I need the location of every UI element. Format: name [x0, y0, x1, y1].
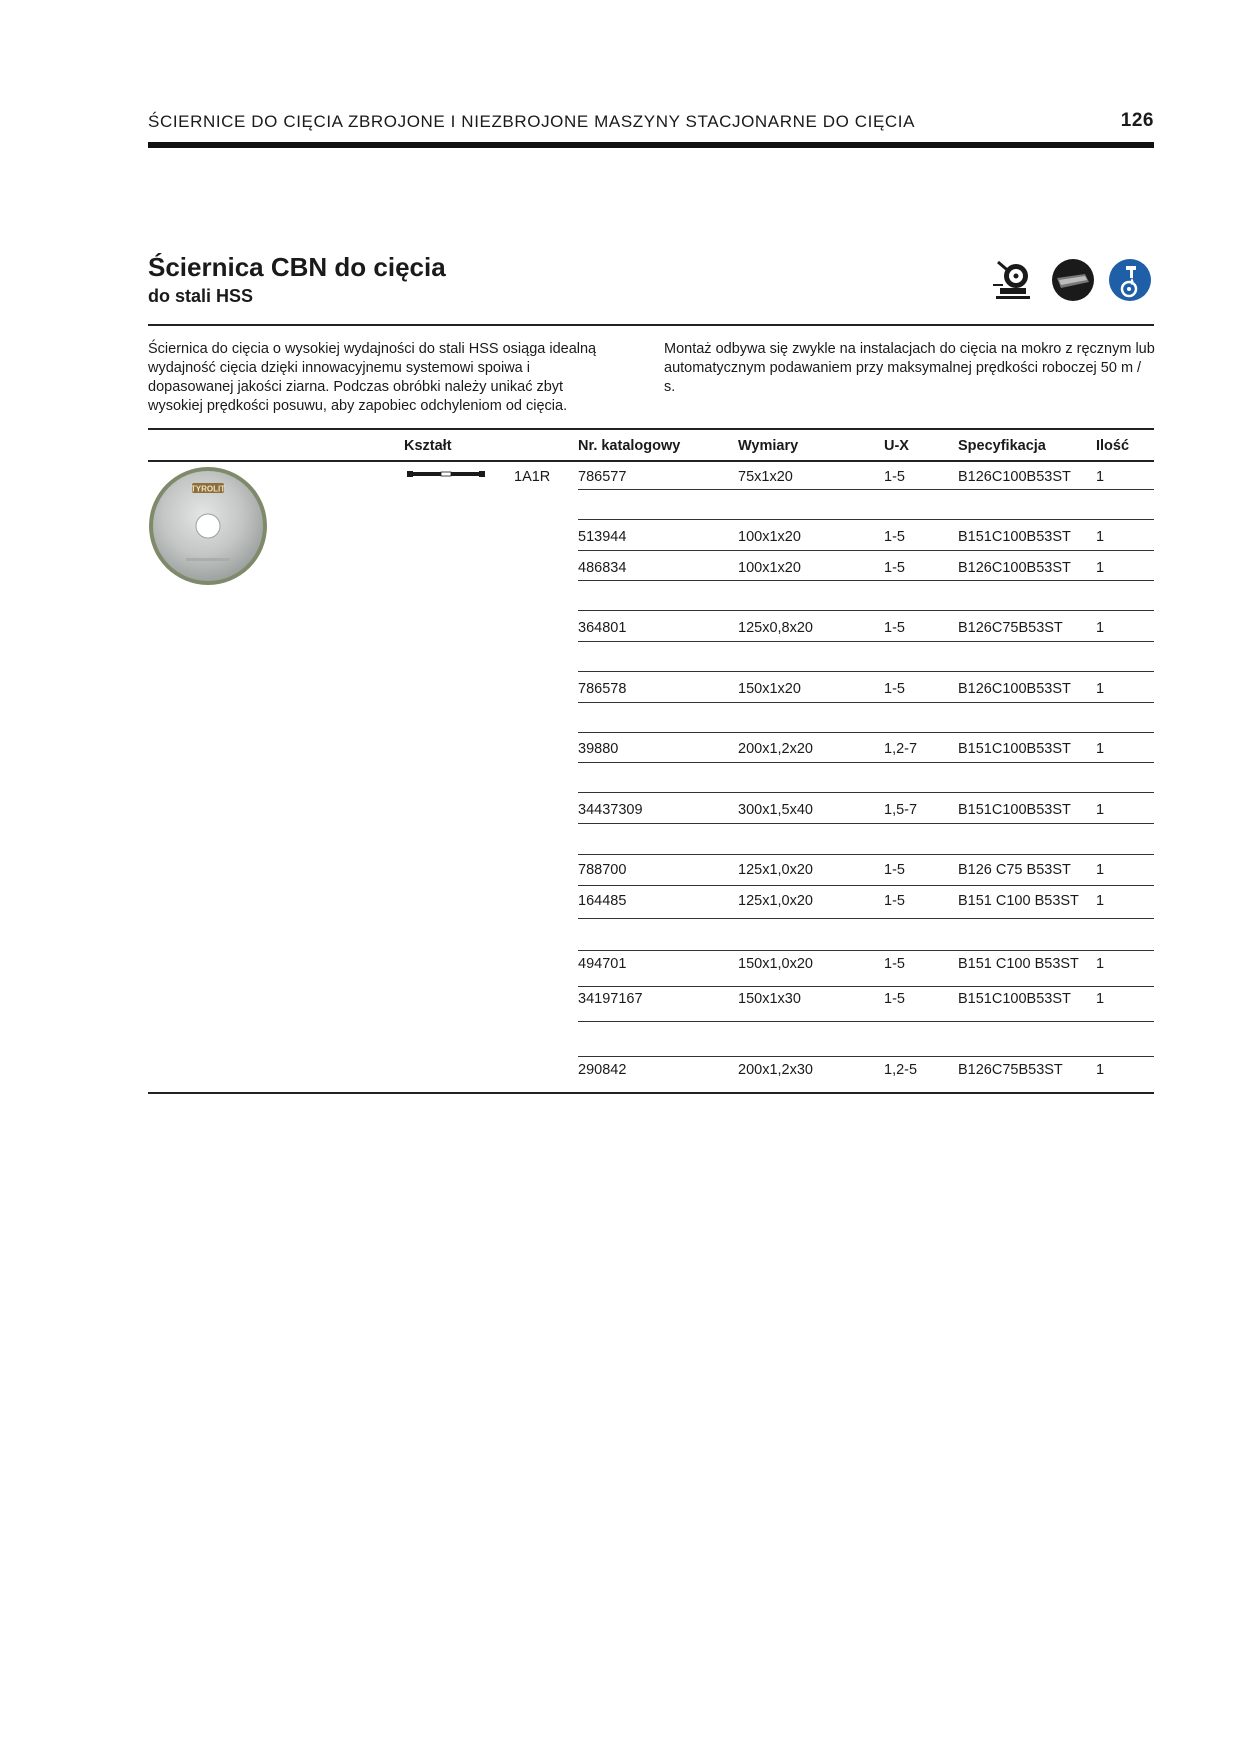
- qty-cell: 1: [1096, 620, 1105, 636]
- ux-cell: 1-5: [884, 893, 905, 909]
- dimensions-cell: 150x1x30: [738, 991, 801, 1007]
- title-rule: [148, 324, 1154, 326]
- catalog-cell: 364801: [578, 620, 627, 636]
- ux-cell: 1-5: [884, 469, 905, 485]
- spec-cell: B126C75B53ST: [958, 1062, 1063, 1078]
- application-icons: [992, 258, 1154, 306]
- dimensions-cell: 125x1,0x20: [738, 893, 813, 909]
- header-title: ŚCIERNICE DO CIĘCIA ZBROJONE I NIEZBROJONE MASZYNY STACJONARNE DO CIĘCIA: [148, 112, 916, 131]
- ux-cell: 1-5: [884, 956, 905, 972]
- spec-cell: B126C75B53ST: [958, 620, 1063, 636]
- spec-cell: B151 C100 B53ST: [958, 956, 1079, 972]
- wet-cutting-icon: [1108, 258, 1152, 302]
- dimensions-cell: 200x1,2x30: [738, 1062, 813, 1078]
- table-row: [578, 681, 1154, 707]
- row-divider: [578, 732, 1154, 733]
- row-divider: [578, 610, 1154, 611]
- catalog-cell: 513944: [578, 529, 627, 545]
- header-shape: Kształt: [404, 438, 452, 454]
- dimensions-cell: 150x1,0x20: [738, 956, 813, 972]
- catalog-cell: 786578: [578, 681, 627, 697]
- table-row: [578, 741, 1154, 767]
- row-divider: [578, 950, 1154, 951]
- dimensions-cell: 125x0,8x20: [738, 620, 813, 636]
- ux-cell: 1-5: [884, 862, 905, 878]
- cutting-wheel-image: [148, 466, 268, 586]
- table-row: [578, 469, 1154, 495]
- qty-cell: 1: [1096, 469, 1105, 485]
- row-divider: [578, 1021, 1154, 1022]
- spec-cell: B126C100B53ST: [958, 560, 1071, 576]
- header-ux: U-X: [884, 438, 909, 454]
- header-spec: Specyfikacja: [958, 438, 1046, 454]
- page-number: 126: [1120, 110, 1154, 131]
- qty-cell: 1: [1096, 802, 1105, 818]
- header-qty: Ilość: [1096, 438, 1130, 454]
- table-row: [578, 956, 1154, 982]
- table-row: [578, 620, 1154, 646]
- table-row: [578, 991, 1154, 1017]
- header-catalog: Nr. katalogowy: [578, 438, 681, 454]
- spec-cell: B151C100B53ST: [958, 529, 1071, 545]
- ux-cell: 1-5: [884, 681, 905, 697]
- ux-cell: 1,5-7: [884, 802, 918, 818]
- row-divider: [578, 671, 1154, 672]
- row-divider: [578, 792, 1154, 793]
- row-divider: [578, 854, 1154, 855]
- table-header-rule: [148, 460, 1154, 462]
- catalog-cell: 290842: [578, 1062, 627, 1078]
- ux-cell: 1-5: [884, 991, 905, 1007]
- spec-cell: B151C100B53ST: [958, 741, 1071, 757]
- ux-cell: 1,2-5: [884, 1062, 918, 1078]
- qty-cell: 1: [1096, 862, 1105, 878]
- page-header: [148, 108, 1154, 148]
- ux-cell: 1-5: [884, 620, 905, 636]
- table-row: [578, 893, 1154, 919]
- table-row: [578, 529, 1154, 555]
- catalog-cell: 494701: [578, 956, 627, 972]
- header-rule: [148, 142, 1154, 148]
- catalog-cell: 786577: [578, 469, 627, 485]
- description-left: Ściernica do cięcia o wysokiej wydajności do stali HSS osiąga idealną wydajność cięcia dzięki innowacyjnemu systemowi spoiwa i dopasowanej jakości ziarna. Podczas obróbki należy unikać zbyt wysokiej prędkości posuwu, aby zapobiec odchyleniom od cięcia.: [148, 341, 597, 414]
- product-subtitle: do stali HSS: [148, 286, 254, 306]
- ux-cell: 1-5: [884, 560, 905, 576]
- catalog-cell: 39880: [578, 741, 619, 757]
- shape-label: 1A1R: [514, 469, 551, 485]
- qty-cell: 1: [1096, 560, 1105, 576]
- catalog-cell: 34197167: [578, 991, 643, 1007]
- row-divider: [578, 519, 1154, 520]
- header-dimensions: Wymiary: [738, 438, 799, 454]
- spec-cell: B126C100B53ST: [958, 469, 1071, 485]
- table-row: [578, 862, 1154, 888]
- table-row: [578, 560, 1154, 586]
- qty-cell: 1: [1096, 1062, 1105, 1078]
- spec-cell: B151C100B53ST: [958, 802, 1071, 818]
- row-divider: [578, 986, 1154, 987]
- dimensions-cell: 100x1x20: [738, 529, 801, 545]
- catalog-cell: 34437309: [578, 802, 643, 818]
- qty-cell: 1: [1096, 991, 1105, 1007]
- wheel-brand-label: TYROLIT: [190, 484, 226, 494]
- table-row: [578, 1062, 1154, 1088]
- qty-cell: 1: [1096, 741, 1105, 757]
- dimensions-cell: 150x1x20: [738, 681, 801, 697]
- row-divider: [578, 1056, 1154, 1057]
- cut-off-machine-icon: [992, 258, 1036, 302]
- spec-cell: B151C100B53ST: [958, 991, 1071, 1007]
- table-header: [148, 430, 1154, 460]
- catalog-cell: 486834: [578, 560, 627, 576]
- spec-cell: B126 C75 B53ST: [958, 862, 1071, 878]
- catalog-cell: 788700: [578, 862, 627, 878]
- qty-cell: 1: [1096, 956, 1105, 972]
- qty-cell: 1: [1096, 681, 1105, 697]
- cbn-wheel-icon: [1051, 258, 1095, 302]
- qty-cell: 1: [1096, 529, 1105, 545]
- description-right: Montaż odbywa się zwykle na instalacjach do cięcia na mokro z ręcznym lub automatycznym podawaniem przy maksymalnej prędkości roboczej 50 m / s.: [664, 341, 1155, 395]
- ux-cell: 1,2-7: [884, 741, 918, 757]
- dimensions-cell: 75x1x20: [738, 469, 793, 485]
- dimensions-cell: 125x1,0x20: [738, 862, 813, 878]
- dimensions-cell: 100x1x20: [738, 560, 801, 576]
- table-bottom-rule: [148, 1092, 1154, 1094]
- dimensions-cell: 200x1,2x20: [738, 741, 813, 757]
- dimensions-cell: 300x1,5x40: [738, 802, 813, 818]
- shape-1a1r-icon: [407, 470, 485, 478]
- spec-cell: B126C100B53ST: [958, 681, 1071, 697]
- product-title: Ściernica CBN do cięcia: [148, 252, 446, 282]
- spec-cell: B151 C100 B53ST: [958, 893, 1079, 909]
- ux-cell: 1-5: [884, 529, 905, 545]
- catalog-cell: 164485: [578, 893, 627, 909]
- qty-cell: 1: [1096, 893, 1105, 909]
- table-row: [578, 802, 1154, 828]
